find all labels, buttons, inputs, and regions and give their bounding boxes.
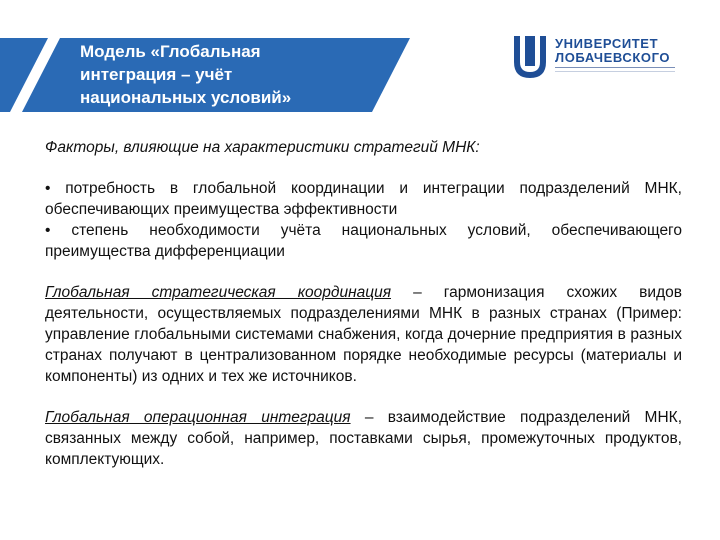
factor-bullet-2: • степень необходимости учёта национальных условий, обеспечивающего преимущества дифференциации [45,222,682,260]
slide-title [80,40,400,109]
university-logo [510,32,680,82]
logo-tagline-mark [555,67,675,72]
coordination-paragraph [45,282,682,387]
slide-title-line-3: национальных условий» [80,88,292,107]
slide-title-line-2: интеграция – учёт [80,65,233,84]
factors-list [45,178,682,262]
integration-term: Глобальная операционная интеграция [45,409,351,426]
slide-content [45,137,682,490]
factor-bullet-1: • потребность в глобальной координации и интеграции подразделений МНК, обеспечивающих преимущества эффективности [45,180,682,218]
coordination-term: Глобальная стратегическая координация [45,284,391,301]
university-logo-text [555,37,670,65]
integration-paragraph [45,407,682,470]
logo-line-2: ЛОБАЧЕВСКОГО [555,50,671,65]
factors-heading: Факторы, влияющие на характеристики стратегий МНК: [45,139,480,156]
coordination-definition: – гармонизация схожих видов деятельности, осуществляемых подразделениями МНК в разных странах (Пример: управление глобальными системами снабжения, когда дочерние предприятия в разных странах получают в централизованном порядке необходимые ресурсы (материалы и компоненты) из одних и тех же источников. [45,284,682,385]
university-logo-emblem [510,32,550,82]
slide-title-line-1: Модель «Глобальная [80,42,261,61]
integration-definition: – взаимодействие подразделений МНК, связанных между собой, например, поставками сырья, промежуточных продуктов, комплектующих. [45,409,682,468]
logo-line-1: УНИВЕРСИТЕТ [555,36,659,51]
